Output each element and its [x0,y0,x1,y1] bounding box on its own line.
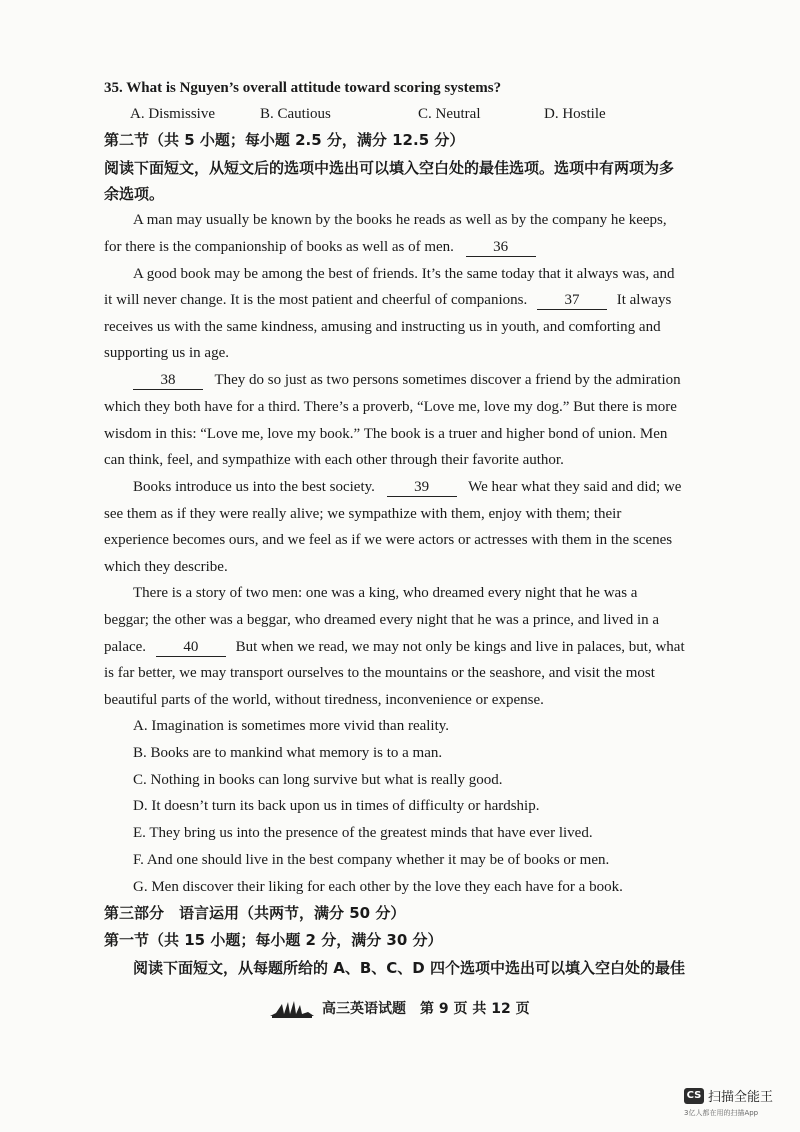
choice-b: B. Books are to mankind what memory is to a man. [133,745,443,761]
choice-d: D. It doesn’t turn its back upon us in times of difficulty or hardship. [133,798,540,814]
scanner-watermark [684,1086,784,1120]
passage-line [133,370,681,390]
watermark-name: 扫描全能王 [708,1090,774,1105]
option-a: A. Dismissive [130,106,216,122]
section-2-instruction-line-1: 阅读下面短文，从短文后的选项中选出可以填入空白处的最佳选项。选项中有两项为多 [104,159,675,177]
blank-39: 39 [387,479,457,497]
passage-line: experience becomes ours, and we feel as if we were actors or actresses with them in the scenes [104,532,673,548]
part-3-instruction: 阅读下面短文，从每题所给的 A、B、C、D 四个选项中选出可以填入空白处的最佳 [133,959,685,977]
choice-c: C. Nothing in books can long survive but what is really good. [133,772,503,788]
section-2-instruction-line-2: 余选项。 [104,185,165,203]
passage-line: supporting us in age. [104,345,229,361]
passage-line [104,290,671,310]
passage-line [133,477,681,497]
choice-a: A. Imagination is sometimes more vivid than reality. [133,718,450,734]
passage-line: see them as if they were really alive; we sympathize with them, enjoy with them; their [104,506,622,522]
passage-text: Books introduce us into the best society. [133,479,375,495]
passage-line: which they both have for a third. There’s a proverb, “Love me, love my dog.” But there is more [104,399,677,415]
choice-f: F. And one should live in the best company whether it may be of books or men. [133,852,610,868]
passage-text: It always [616,292,672,308]
page-footer [268,996,532,1020]
passage-text: palace. [104,639,147,655]
option-c: C. Neutral [418,106,481,122]
question-35: 35. What is Nguyen’s overall attitude toward scoring systems? [104,80,502,96]
footer-text: 高三英语试题 第 9 页 共 12 页 [322,1001,530,1017]
option-d: D. Hostile [544,106,606,122]
passage-line: beggar; the other was a beggar, who dreamed every night that he was a prince, and lived in a [104,612,660,628]
passage-text: They do so just as two persons sometimes discover a friend by the admiration [214,372,681,388]
passage-line [104,237,536,257]
section-2-heading: 第二节（共 5 小题；每小题 2.5 分，满分 12.5 分） [104,131,465,149]
watermark-tagline: 3亿人都在用的扫描App [684,1109,759,1117]
blank-36: 36 [466,239,536,257]
passage-line [104,637,685,657]
passage-line: is far better, we may transport ourselves to the mountains or the seashore, and visit the most [104,665,655,681]
passage-line: can think, feel, and sympathize with each other through their favorite author. [104,452,564,468]
part-3-heading: 第三部分 语言运用（共两节，满分 50 分） [104,904,406,922]
blank-40: 40 [156,639,226,657]
passage-line: There is a story of two men: one was a king, who dreamed every night that he was a [133,585,638,601]
part-3-subheading: 第一节（共 15 小题；每小题 2 分，满分 30 分） [104,931,443,949]
cs-scanner-icon: CS [684,1088,704,1104]
passage-text: But when we read, we may not only be kings and live in palaces, but, what [235,639,685,655]
blank-38: 38 [133,372,203,390]
passage-line: A man may usually be known by the books he reads as well as by the company he keeps, [133,212,667,228]
exam-logo-icon [268,996,316,1020]
passage-text: it will never change. It is the most patient and cheerful of companions. [104,292,528,308]
passage-line: A good book may be among the best of friends. It’s the same today that it always was, and [133,266,675,282]
passage-text: for there is the companionship of books as well as of men. [104,239,454,255]
passage-line: beautiful parts of the world, without tiredness, inconvenience or expense. [104,692,544,708]
blank-37: 37 [537,292,607,310]
option-b: B. Cautious [260,106,331,122]
passage-line: wisdom in this: “Love me, love my book.” The book is a truer and higher bond of union. Men [104,426,668,442]
passage-line: which they describe. [104,559,228,575]
choice-g: G. Men discover their liking for each other by the love they each have for a book. [133,879,623,895]
passage-line: receives us with the same kindness, amusing and instructing us in youth, and comforting and [104,319,661,335]
passage-text: We hear what they said and did; we [468,479,682,495]
choice-e: E. They bring us into the presence of the greatest minds that have ever lived. [133,825,593,841]
